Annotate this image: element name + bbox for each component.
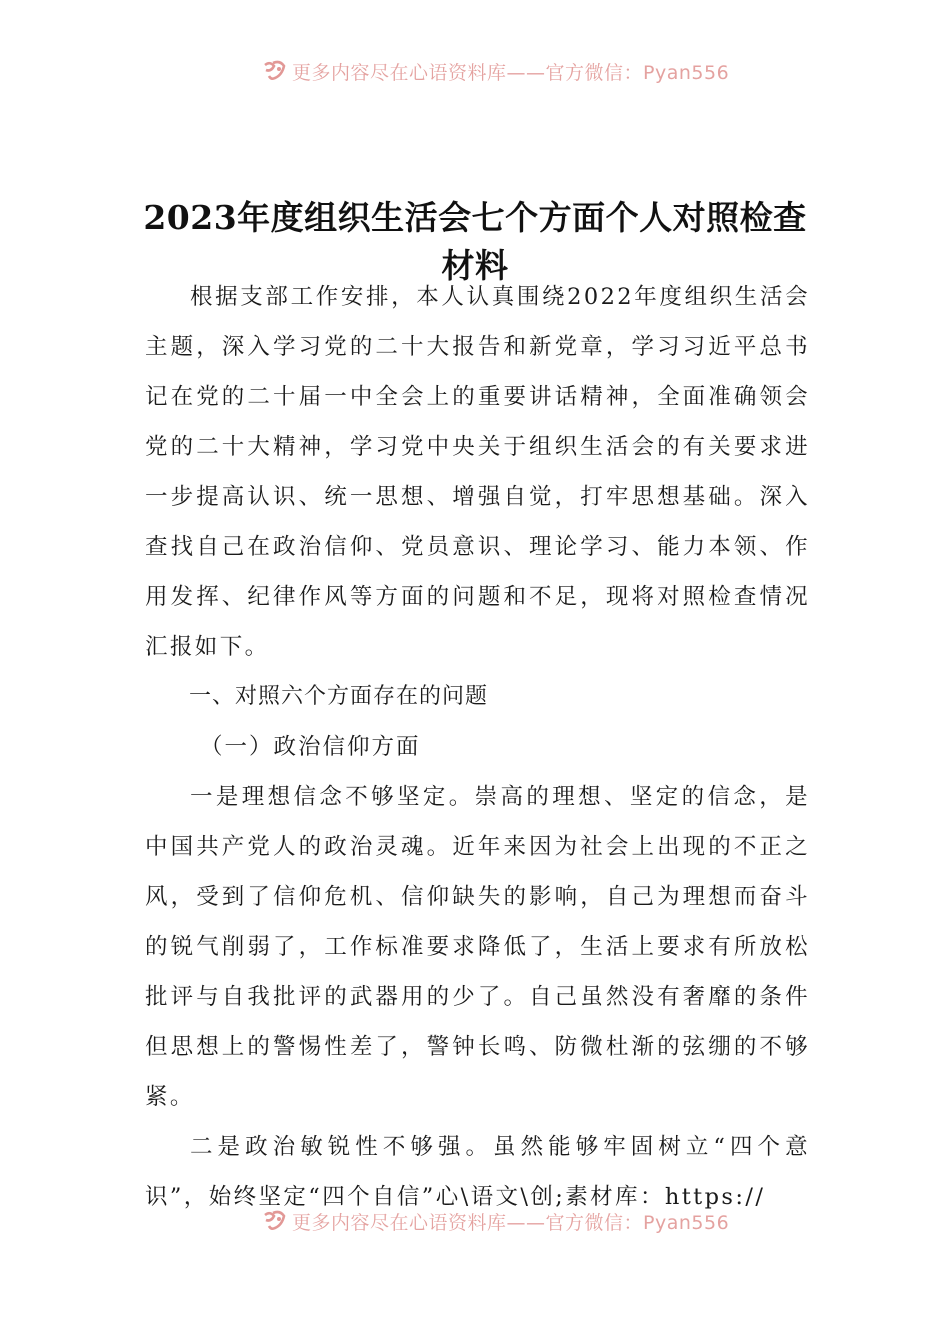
logo-icon: [262, 1208, 288, 1234]
point-paragraph-1: 一是理想信念不够坚定。崇高的理想、坚定的信念，是中国共产党人的政治灵魂。近年来因为社会上出现的不正之风，受到了信仰危机、信仰缺失的影响，自己为理想而奋斗的锐气削弱了，工作标准要求降低了，生活上要求有所放松批评与自我批评的武器用的少了。自己虽然没有奢靡的条件但思想上的警惕性差了，警钟长鸣、防微杜渐的弦绷的不够紧。: [145, 784, 810, 1110]
watermark-banner-top: [262, 56, 742, 86]
subsection-heading: （一）政治信仰方面: [200, 734, 421, 760]
section-heading: 一、对照六个方面存在的问题: [189, 684, 489, 709]
document-title: 2023年度组织生活会七个方面个人对照检查材料: [143, 198, 807, 286]
watermark-banner-bottom: [262, 1206, 742, 1236]
watermark-text: 更多内容尽在心语资料库——官方微信：Pyan556: [292, 61, 730, 84]
point-paragraph-2: 二是政治敏锐性不够强。虽然能够牢固树立“四个意识”，始终坚定“四个自信”心\语文\创;素材库：https://: [145, 1134, 810, 1210]
document-body: [145, 272, 810, 1222]
intro-paragraph: 根据支部工作安排，本人认真围绕2022年度组织生活会主题，深入学习党的二十大报告和新党章，学习习近平总书记在党的二十届一中全会上的重要讲话精神，全面准确领会党的二十大精神，学习党中央关于组织生活会的有关要求进一步提高认识、统一思想、增强自觉，打牢思想基础。深入查找自己在政治信仰、党员意识、理论学习、能力本领、作用发挥、纪律作风等方面的问题和不足，现将对照检查情况汇报如下。: [145, 284, 810, 660]
logo-icon: [262, 58, 288, 84]
watermark-text: 更多内容尽在心语资料库——官方微信：Pyan556: [292, 1211, 730, 1234]
